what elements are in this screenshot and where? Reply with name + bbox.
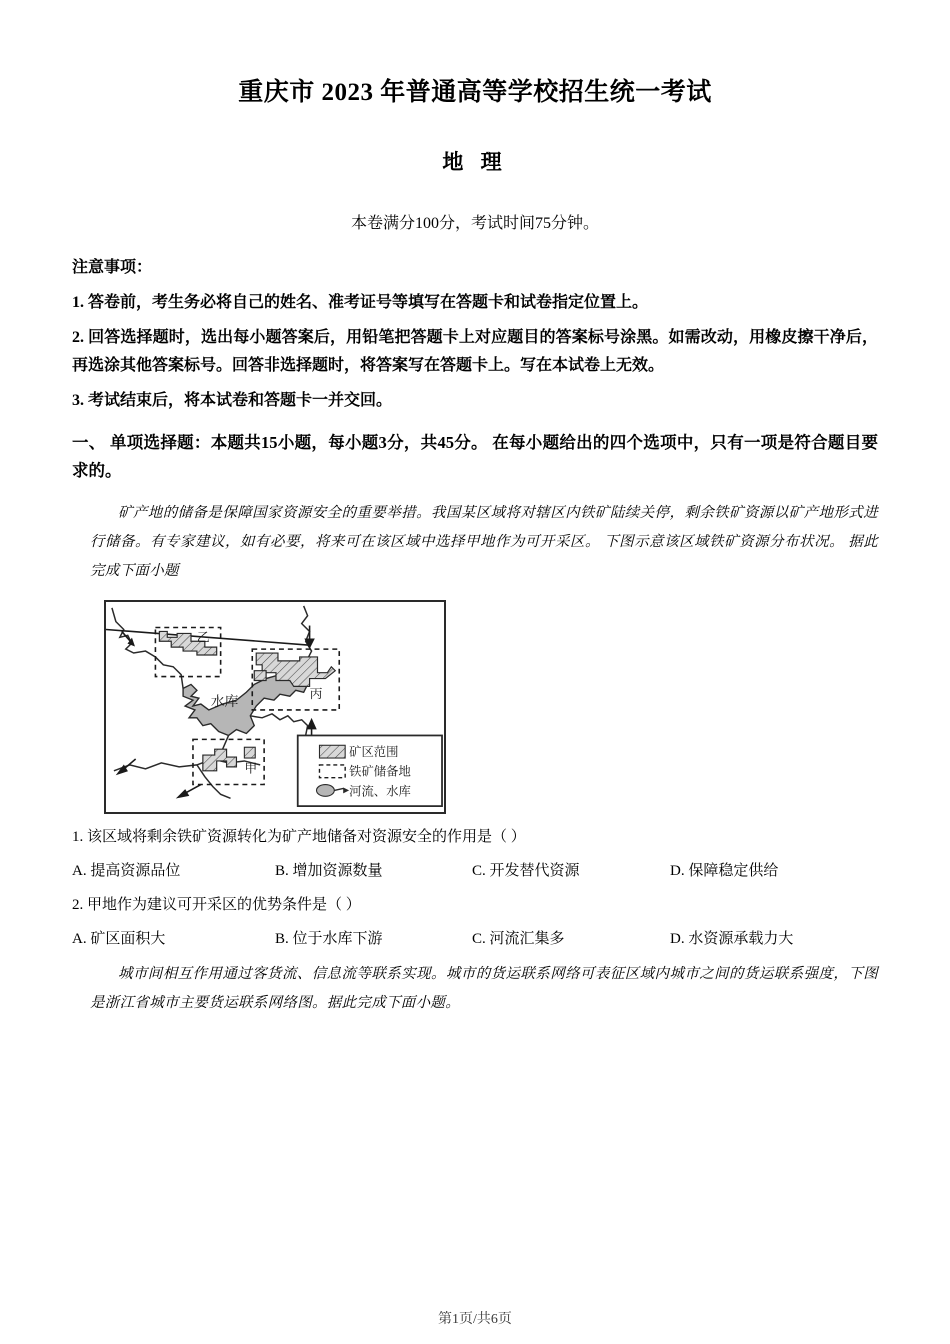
question-2-option-d[interactable]: D. 水资源承载力大 — [670, 930, 794, 947]
map-label-yi: 乙 — [196, 630, 210, 645]
question-2-options — [72, 917, 878, 951]
question-1-option-b[interactable]: B. 增加资源数量 — [275, 862, 383, 879]
map-graphic — [106, 602, 444, 812]
map-label-bing: 丙 — [309, 687, 323, 702]
map-frame — [104, 600, 446, 814]
legend-label-river-reservoir: 河流、水库 — [349, 784, 411, 799]
legend-label-iron-reserve: 铁矿储备地 — [349, 765, 411, 780]
question-1-option-d[interactable]: D. 保障稳定供给 — [670, 862, 779, 879]
notice-item-3: 3. 考试结束后，将本试卷和答题卡一并交回。 — [72, 392, 393, 410]
legend-swatch-mine-area — [319, 746, 345, 759]
notice-item-2: 2. 回答选择题时，选出每小题答案后，用铅笔把答题卡上对应题目的答案标号涂黑。如需改动，用橡皮擦干净后，再选涂其他答案标号。回答非选择题时，将答案写在答题卡上。写在本试卷上无效。 — [72, 329, 878, 374]
question-2-option-a[interactable]: A. 矿区面积大 — [72, 930, 166, 947]
section-heading: 一、 单项选择题：本题共15小题，每小题3分，共45分。 在每小题给出的四个选项中，只有一项是符合题目要求的。 — [72, 432, 878, 481]
question-2-option-b[interactable]: B. 位于水库下游 — [275, 930, 383, 947]
scoring-line: 本卷满分100分，考试时间75分钟。 — [350, 215, 599, 232]
map-label-reservoir: 水库 — [210, 694, 239, 710]
passage-1: 矿产地的储备是保障国家资源安全的重要举措。我国某区域将对辖区内铁矿陆续关停，剩余铁矿资源以矿产地形式进行储备。有专家建议，如有必要，将来可在该区域中选择甲地作为可开采区。 下图示意该区域铁矿资源分布状况。 据此完成下面小题 — [90, 505, 878, 580]
question-1-option-a[interactable]: A. 提高资源品位 — [72, 862, 181, 879]
notice-heading: 注意事项： — [72, 259, 153, 276]
question-1-options — [72, 849, 878, 883]
map-legend — [298, 736, 442, 807]
question-1-stem: 1. 该区域将剩余铁矿资源转化为矿产地储备对资源安全的作用是（ ） — [72, 829, 526, 846]
figure-iron-ore-map — [72, 586, 878, 814]
page-title: 重庆市 2023 年普通高等学校招生统一考试 — [238, 79, 712, 106]
map-label-jia: 甲 — [244, 762, 258, 777]
question-1-option-c[interactable]: C. 开发替代资源 — [472, 862, 580, 879]
subject-title: 地 理 — [442, 150, 508, 174]
passage-2: 城市间相互作用通过客货流、信息流等联系实现。城市的货运联系网络可表征区域内城市之间的货运联系强度，下图是浙江省城市主要货运联系网络图。据此完成下面小题。 — [90, 966, 878, 1012]
question-2-stem: 2. 甲地作为建议可开采区的优势条件是（ ） — [72, 897, 361, 914]
page-number-label: 第1页/共6页 — [438, 1312, 512, 1327]
reservoir-shape — [183, 675, 308, 736]
question-2-option-c[interactable]: C. 河流汇集多 — [472, 930, 565, 947]
notice-item-1: 1. 答卷前，考生务必将自己的姓名、准考证号等填写在答题卡和试卷指定位置上。 — [72, 293, 649, 311]
page-footer — [0, 1308, 950, 1328]
legend-label-mine-area: 矿区范围 — [349, 745, 399, 760]
